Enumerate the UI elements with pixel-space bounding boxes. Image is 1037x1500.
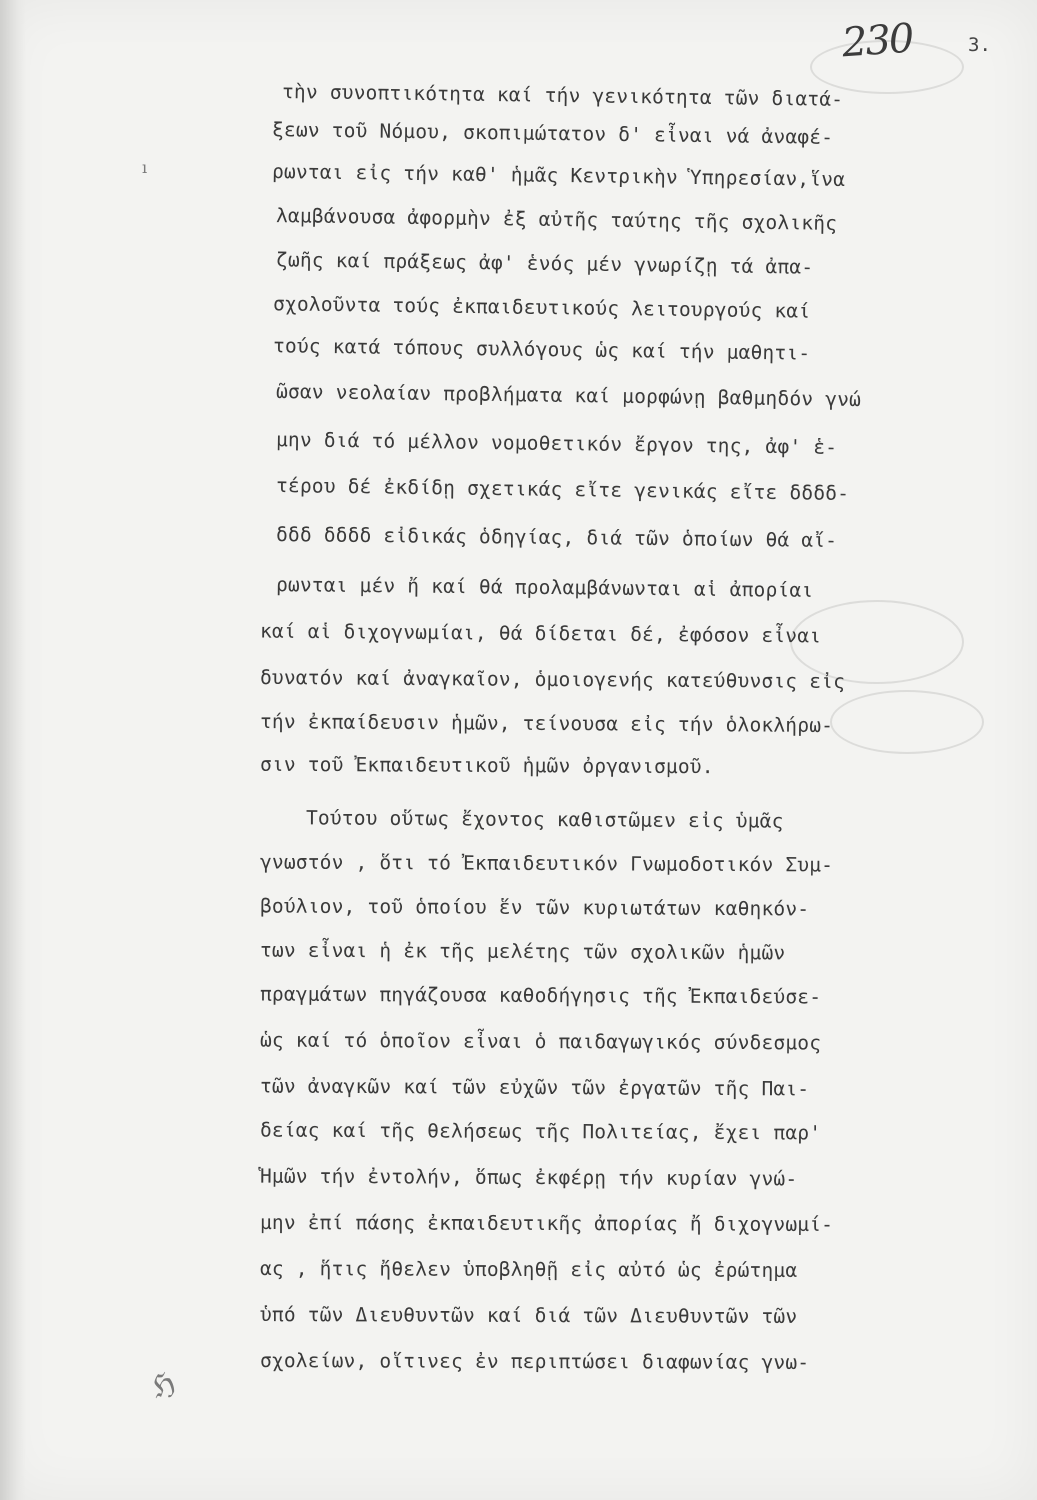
bleed-through-scrawl: [830, 690, 984, 754]
text-line: των εἶναι ἡ ἐκ τῆς μελέτης τῶν σχολικῶν ἡμῶν: [259, 938, 786, 965]
text-line: ρωνται εἰς τήν καθ' ἡμᾶς Κεντρικὴν Ὑπηρεσίαν,ἵνα: [271, 160, 846, 191]
handwritten-folio-number: 230: [840, 15, 914, 67]
text-line: τήν ἐκπαίδευσιν ἡμῶν, τείνουσα εἰς τήν ὁλοκλήρω-: [259, 709, 834, 738]
text-line: ẟẟẟ ẟẟẟẟ εἰδικάς ὁδηγίας, διά τῶν ὁποίων θά αἴ-: [275, 523, 838, 552]
margin-paraph-mark: ℌ: [146, 1365, 180, 1406]
text-line: γνωστόν , ὅτι τό Ἐκπαιδευτικόν Γνωμοδοτικόν Συμ-: [259, 850, 834, 877]
text-line: σχολοῦντα τούς ἐκπαιδευτικούς λειτουργούς καί: [272, 292, 811, 323]
text-line: σχολείων, οἵτινες ἐν περιπτώσει διαφωνίας γνω-: [259, 1349, 810, 1374]
text-line: δυνατόν καί ἀναγκαῖον, ὁμοιογενής κατεύθυνσις εἰς: [259, 665, 846, 694]
text-line: ῶσαν νεολαίαν προβλήματα καί μορφώνῃ βαθμηδόν γνώ: [275, 379, 862, 412]
text-line: ζωῆς καί πράξεως ἀφ' ἑνός μέν γνωρίζῃ τά ἀπα-: [275, 248, 814, 279]
text-line: τέρου δέ ἐκδίδῃ σχετικάς εἴτε γενικάς εἴτε ẟẟẟẟ-: [275, 474, 850, 505]
text-line: καί αἱ διχογνωμίαι, θά δίδεται δέ, ἐφόσον εἶναι: [259, 619, 822, 648]
text-line: δείας καί τῆς θελήσεως τῆς Πολιτείας, ἔχει παρ': [259, 1118, 822, 1145]
text-line: τῶν ἀναγκῶν καί τῶν εὐχῶν τῶν ἐργατῶν τῆς Παι-: [259, 1074, 810, 1101]
text-line: ξεων τοῦ Νόμου, σκοπιμώτατον δ' εἶναι νά ἀναφέ-: [271, 118, 834, 149]
text-line: βούλιον, τοῦ ὁποίου ἕν τῶν κυριωτάτων καθηκόν-: [259, 894, 810, 921]
scan-edge-shadow: [0, 0, 26, 1500]
text-line: ὡς καί τό ὁποῖον εἶναι ὁ παιδαγωγικός σύνδεσμος: [259, 1028, 822, 1055]
text-line: πραγμάτων πηγάζουσα καθοδήγησις τῆς Ἐκπαιδεύσε-: [259, 982, 822, 1009]
text-line: Ἡμῶν τήν ἐντολήν, ὅπως ἐκφέρῃ τήν κυρίαν γνώ-: [259, 1164, 798, 1191]
text-line: Τούτου οὕτως ἔχοντος καθιστῶμεν εἰς ὑμᾶς: [305, 806, 784, 833]
text-line: λαμβάνουσα ἀφορμὴν ἐξ αὐτῆς ταύτης τῆς σχολικῆς: [275, 204, 838, 235]
text-line: τούς κατά τόπους συλλόγους ὡς καί τήν μαθητι-: [272, 334, 811, 365]
text-line: μην διά τό μέλλον νομοθετικόν ἔργον της, ἀφ' ἑ-: [275, 428, 838, 459]
text-line: ρωνται μέν ἤ καί θά προλαμβάνωνται αἱ ἀπορίαι: [275, 573, 814, 602]
text-line: μην ἐπί πάσης ἐκπαιδευτικῆς ἀπορίας ἤ διχογνωμί-: [259, 1210, 834, 1237]
text-line: τὴν συνοπτικότητα καί τήν γενικότητα τῶν διατά-: [281, 80, 844, 111]
page-number: 3.: [968, 34, 991, 56]
margin-tick-mark: ı: [142, 158, 148, 177]
text-line: σιν τοῦ Ἐκπαιδευτικοῦ ἡμῶν ὀργανισμοῦ.: [259, 752, 714, 779]
text-line: ας , ἥτις ἤθελεν ὑποβληθῇ εἰς αὐτό ὡς ἐρώτημα: [259, 1257, 798, 1282]
text-line: ὑπό τῶν Διευθυντῶν καί διά τῶν Διευθυντῶν τῶν: [259, 1303, 798, 1328]
